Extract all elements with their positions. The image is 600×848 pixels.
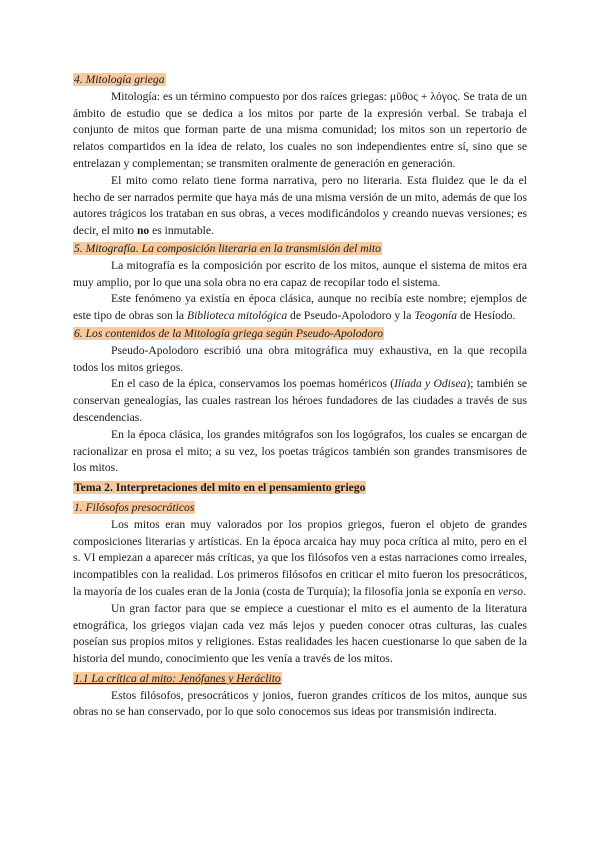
subsection-heading-1-1 (73, 671, 527, 688)
text-run: En el caso de la épica, conservamos los poemas homéricos ( (111, 377, 395, 391)
text-run: Este fenómeno ya existía en época clásica, aunque no recibía este nombre; ejemplos de este tipo de obras son la (73, 292, 527, 323)
subsection-heading-text: 1.1 La crítica al mito: Jenófanes y Heráclito (74, 671, 281, 685)
text-run: es inmutable. (149, 224, 214, 238)
section-heading-text: 4. Mitología griega (74, 73, 165, 86)
section-heading-4 (73, 72, 527, 89)
paragraph: Un gran factor para que se empiece a cuestionar el mito es el aumento de la literatura etnográfica, los griegos viajan cada vez más lejos y pueden conocer otras culturas, las cuales poseían sus propios mitos y religiones. Estas realidades les hacen cuestionarse lo que saben de la historia del mundo, conocimiento que les venía a través de los mitos. (73, 601, 527, 666)
paragraph (73, 376, 527, 426)
paragraph: Mitología: es un término compuesto por dos raíces griegas: μῦθος + λόγος. Se trata de un ámbito de estudio que se dedica a los mitos por parte de la expresión verbal. Se trabaja el conjunto de mitos que forman parte de una misma comunidad; los mitos son un repertorio de relatos compartidos en la idea de relato, los cuales no son independientes entre sí, sino que se entrelazan y complementan; se transmiten oralmente de generación en generación. (73, 89, 527, 170)
text-run: . (523, 584, 527, 598)
text-run: Los mitos eran muy valorados por los propios griegos, fueron el objeto de grandes composiciones literarias y artísticas. En la época arcaica hay muy poca crítica al mito, pero en el s. VI empiezan a aparecer más críticas, ya que los filósofos ven a estas narraciones como irreales, incompatibles con la realidad. Los primeros filósofos en criticar el mito fueron los presocráticos, la mayoría de los cuales eran de la Jonia (costa de Turquía); la filosofía jonia se exponía en (73, 517, 527, 598)
section-heading-6 (73, 326, 527, 343)
paragraph: Estos filósofos, presocráticos y jonios, fueron grandes críticos de los mitos, aunque sus obras no se han conservado, por lo que solo conocemos sus ideas por transmisión indirecta. (73, 688, 527, 719)
paragraph (73, 291, 527, 325)
text-run: de Pseudo-Apolodoro y la (287, 309, 415, 323)
section-heading-text: 5. Mitografía. La composición literaria en la transmisión del mito (74, 241, 381, 255)
paragraph (73, 517, 527, 601)
italic-title: Teogonía (414, 309, 458, 323)
paragraph: Pseudo-Apolodoro escribió una obra mitográfica muy exhaustiva, en la que recopila todos los mitos griegos. (73, 343, 527, 374)
section-heading-text: 6. Los contenidos de la Mitología griega según Pseudo-Apolodoro (74, 326, 384, 340)
italic-title: Ilíada y Odisea (394, 377, 467, 391)
subsection-heading-text: 1. Filósofos presocráticos (74, 500, 195, 514)
italic-text: verso (497, 584, 524, 598)
italic-title: Biblioteca mitológica (186, 309, 288, 323)
subsection-heading-1 (73, 500, 527, 517)
paragraph: En la época clásica, los grandes mitógrafos son los logógrafos, los cuales se encargan de racionalizar en prosa el mito; a su vez, los poetas trágicos también son grandes transmisores de los mitos. (73, 427, 527, 475)
chapter-title (73, 480, 527, 497)
text-run: de Hesíodo. (457, 309, 516, 323)
text-run: ); también se conservan genealogías, las cuales rastrean los héroes fundadores de las ciudades a través de sus descendencias. (73, 377, 528, 424)
paragraph (73, 173, 527, 240)
paragraph: La mitografía es la composición por escrito de los mitos, aunque el sistema de mitos era muy amplio, por lo que una sola obra no era capaz de recopilar todo el sistema. (73, 258, 527, 289)
section-heading-5 (73, 241, 527, 258)
text-run: El mito como relato tiene forma narrativa, pero no literaria. Esta fluidez que le da el hecho de ser narrados permite que haya más de una misma versión de un mito, además de que los autores trágicos los trataban en sus obras, a veces modificándolos y creando nuevas versiones; es decir, el mito (73, 173, 527, 238)
bold-text: no (136, 224, 150, 238)
chapter-title-text: Tema 2. Interpretaciones del mito en el pensamiento griego (74, 481, 366, 495)
